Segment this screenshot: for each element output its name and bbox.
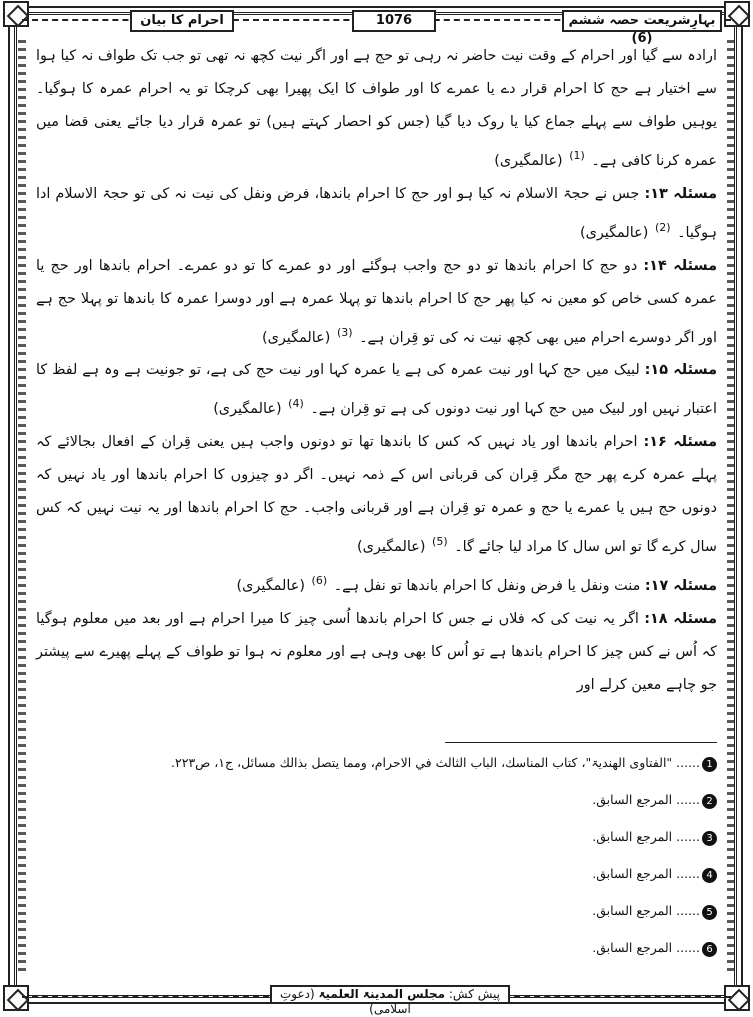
footnote-number: 6 bbox=[702, 942, 717, 957]
footnote-text: المرجع السابق. bbox=[592, 866, 673, 881]
chapter-title: احرام کا بیان bbox=[130, 10, 234, 32]
source-citation: (عالمگیری) bbox=[357, 538, 426, 555]
footnote-ref: (3) bbox=[336, 325, 353, 339]
footnote-text: "الفتاوی الھندیۃ"، کتاب المناسك، الباب الثالث في الاحرام، ومما یتصل بذالك مسائل، ج۱، ص۲۲۳. bbox=[171, 755, 673, 770]
masala-heading: مسئلہ ۱۳: bbox=[644, 185, 717, 202]
paragraph bbox=[36, 250, 717, 355]
page-number: 1076 bbox=[352, 10, 436, 32]
footnote: 5...... المرجع السابق. bbox=[36, 900, 717, 922]
paragraph bbox=[36, 426, 717, 564]
footnote-text: المرجع السابق. bbox=[592, 940, 673, 955]
footnote-number: 4 bbox=[702, 868, 717, 883]
footnote: 6...... المرجع السابق. bbox=[36, 937, 717, 959]
masala-heading: مسئلہ ۱۷: bbox=[644, 577, 717, 594]
masala-heading: مسئلہ ۱۵: bbox=[644, 362, 717, 379]
footnote-ref: (6) bbox=[311, 573, 328, 587]
footnote-number: 3 bbox=[702, 831, 717, 846]
page-header bbox=[22, 6, 731, 46]
main-text bbox=[36, 40, 717, 700]
border-ornament-right bbox=[727, 40, 735, 972]
source-citation: (عالمگیری) bbox=[236, 577, 305, 594]
footnote-ref: (2) bbox=[654, 220, 671, 234]
footnote: 4...... المرجع السابق. bbox=[36, 863, 717, 885]
paragraph bbox=[36, 564, 717, 603]
footnote-ref: (5) bbox=[432, 535, 448, 549]
paragraph-text: جس نے حجۃ الاسلام نہ کیا ہو اور حج کا احرام باندھا، فرض ونفل کی نیت نہ کی تو حجۃ الاسلام ادا ہوگیا۔ bbox=[36, 185, 717, 241]
footer-prefix: پیش کش: bbox=[448, 987, 501, 1001]
source-citation: (عالمگیری) bbox=[261, 329, 331, 346]
footnote: 2...... المرجع السابق. bbox=[36, 789, 717, 811]
masala-heading: مسئلہ ۱۶: bbox=[643, 434, 717, 451]
paragraph-text: دو حج کا احرام باندھا تو دو حج واجب ہوگئے اور دو عمرے کا تو دو عمرے۔ احرام باندھا اور حج یا عمرہ کسی خاص کو معین نہ کیا پھر حج کا احرام باندھا تو پہلا عمرہ ہے اور دوسرا عمرہ کا باندھا تو پہلا حج ہے اور اگر دوسرے احرام میں بھی کچھ نیت نہ کی تو قِران ہے۔ bbox=[36, 257, 717, 346]
masala-heading: مسئلہ ۱۴: bbox=[643, 257, 717, 274]
source-citation: (عالمگیری) bbox=[213, 401, 282, 418]
footnote-text: المرجع السابق. bbox=[592, 903, 673, 918]
footnote-ref: (4) bbox=[288, 397, 304, 411]
paragraph bbox=[36, 603, 717, 702]
footnote-text: المرجع السابق. bbox=[592, 792, 673, 807]
paragraph-text: لبیک میں حج کہا اور نیت عمرہ کی ہے یا عمرہ کہا اور نیت حج کی ہے، تو جونیت ہے وہ ہے لفظ کا اعتبار نہیں اور لبیک میں حج کہا اور نیت دونوں کی ہے تو قِران ہے۔ bbox=[36, 362, 717, 418]
footnote: 3...... المرجع السابق. bbox=[36, 826, 717, 848]
footnote-number: 1 bbox=[702, 757, 717, 772]
paragraph bbox=[36, 40, 717, 178]
paragraph-text: منت ونفل یا فرض ونفل کا احرام باندھا تو نفل ہے۔ bbox=[333, 577, 641, 594]
footnote-separator bbox=[445, 742, 717, 743]
paragraph bbox=[36, 178, 717, 250]
footnote: 1...... "الفتاوی الھندیۃ"، کتاب المناسك، الباب الثالث في الاحرام، ومما یتصل بذالك مسائل، ج۱، ص۲۲۳. bbox=[36, 752, 717, 774]
paragraph-text: ارادہ سے گیا اور احرام کے وقت نیت حاضر نہ رہی تو حج ہے اور اگر نیت کچھ نہ تھی تو جب تک طواف نہ کیا ہوا سے اختیار ہے حج کا احرام قرار دے یا عمرے کا اور طواف کا ایک پھیرا بھی کرچکا تو یہ احرام عمرہ کا ہوگیا۔ یوہیں طواف سے پہلے جماع کیا یا روک دیا گیا (جس کو احصار کہتے ہیں) تو عمرہ قرار دیا جائے یعنی قضا میں عمرہ کرنا کافی ہے۔ bbox=[36, 48, 717, 169]
footnotes bbox=[36, 752, 717, 974]
paragraph-text: احرام باندھا اور یاد نہیں کہ کس کا باندھا تھا تو دونوں واجب ہیں یعنی قِران کے افعال بجالائے کہ پہلے عمرہ کرے پھر حج مگر قِران کی قربانی اس کے ذمہ نہیں۔ اگر دو چیزوں کا احرام باندھا اور یاد نہیں کہ دونوں حج ہیں یا عمرے یا حج و عمرہ تو قِران ہے اور قربانی واجب۔ حج کا احرام باندھا اور یہ نیت نہیں کہ کس سال کرے گا تو اس سال کا مراد لیا جائے گا۔ bbox=[36, 434, 717, 555]
source-citation: (عالمگیری) bbox=[579, 224, 649, 241]
page-footer bbox=[22, 987, 731, 1016]
masala-heading: مسئلہ ۱۸: bbox=[644, 610, 717, 627]
publisher-org: (دعوتِ اسلامی) bbox=[279, 987, 411, 1016]
footnote-ref: (1) bbox=[569, 149, 585, 162]
paragraph bbox=[36, 354, 717, 426]
source-citation: (عالمگیری) bbox=[494, 152, 563, 169]
border-ornament-left bbox=[18, 40, 26, 972]
publisher-name: مجلس المدینۃ العلمیۃ bbox=[318, 987, 446, 1001]
footnote-number: 2 bbox=[702, 794, 717, 809]
publisher-credit bbox=[270, 985, 510, 1016]
footnote-number: 5 bbox=[702, 905, 717, 920]
paragraph-text: اگر یہ نیت کی کہ فلاں نے جس کا احرام باندھا اُسی چیز کا میرا احرام ہے اور بعد میں معلوم ہوگیا کہ اُس نے کس چیز کا احرام باندھا ہے تو اُس کا بھی وہی ہے اور معلوم نہ ہوا تو طواف کے پہلے پھیرے سے پیشتر جو چاہے معین کرلے اور bbox=[36, 610, 717, 693]
book-title: بہارِشریعت حصہ ششم (6) bbox=[562, 10, 722, 32]
footnote-text: المرجع السابق. bbox=[592, 829, 673, 844]
